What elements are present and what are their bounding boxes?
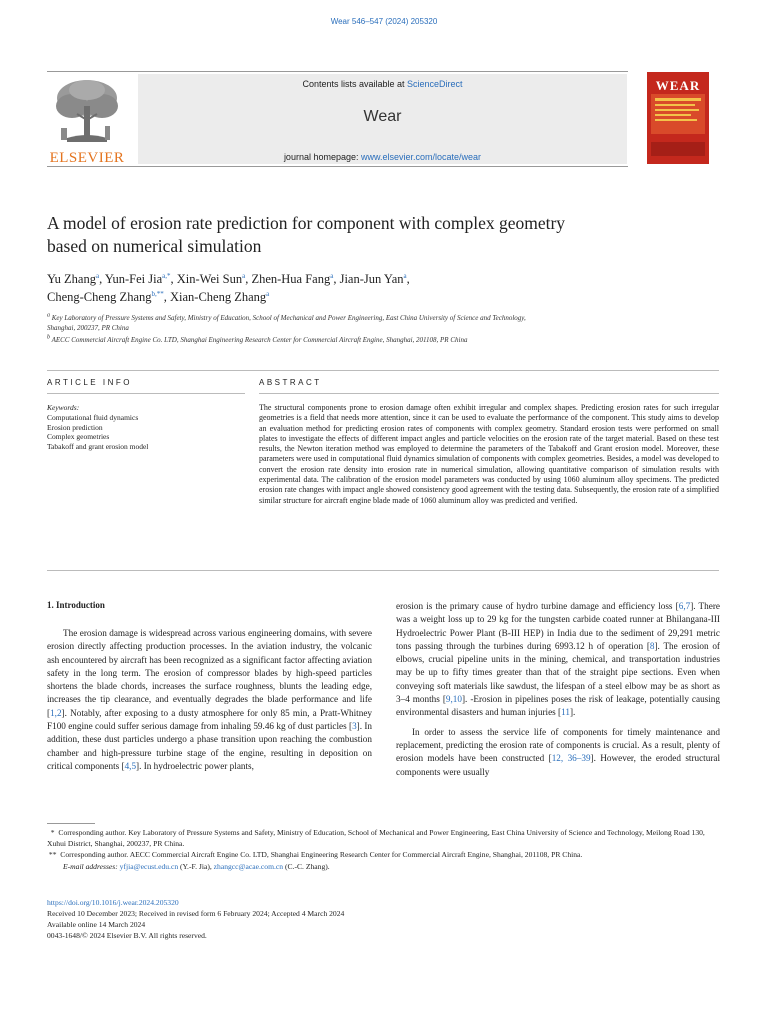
paragraph-text: ]. There was a weight loss up to 29 kg for the tungsten carbide coated runner at Bhilangana-III Hydroelectric Power Plant (B-III HEP) in India due to the sediment of 29,291 metric tons passing through the turbines during 6993.12 h of operation [ [396, 601, 720, 651]
citation-link[interactable]: 6,7 [678, 601, 691, 611]
footnote-corresponding-1 [47, 827, 719, 849]
paragraph [47, 627, 372, 773]
paragraph-text: ]. In addition, these dust particles undergo a phase transition upon reaching the combustion chamber and high-pressure turbine stage of the engine, resulting in deposition on critical components [ [47, 721, 373, 771]
journal-cover-image[interactable] [647, 72, 709, 164]
copyright: 0043-1648/© 2024 Elsevier B.V. All rights reserved. [47, 931, 207, 940]
paragraph-text: ]. -Erosion in pipelines poses the risk of leakage, potentially causing environmental disasters and human injuries [ [396, 694, 720, 718]
contents-line [138, 79, 627, 89]
available-online: Available online 14 March 2024 [47, 920, 146, 929]
author-affiliation-marker[interactable]: a,* [162, 271, 171, 280]
paragraph [396, 600, 720, 720]
sciencedirect-link[interactable]: ScienceDirect [407, 79, 463, 89]
section-heading-introduction: 1. Introduction [47, 600, 105, 610]
citation-link[interactable]: 1,2 [50, 707, 62, 718]
citation-link[interactable]: 4,5 [124, 760, 137, 771]
author-name[interactable]: Xin-Wei Sun [176, 272, 243, 286]
citation-link[interactable]: 9,10 [445, 694, 462, 705]
keywords-heading: Keywords: [47, 403, 80, 412]
keyword-item: Tabakoff and grant erosion model [47, 442, 149, 452]
paragraph-text: erosion is the primary cause of hydro turbine damage and efficiency loss [ [396, 601, 679, 611]
author-name[interactable]: Jian-Jun Yan [339, 272, 404, 286]
footnote-marker: ** [48, 850, 57, 860]
author-affiliation-marker[interactable]: a [330, 271, 334, 280]
journal-reference [0, 17, 768, 26]
paragraph [396, 726, 720, 779]
keyword-item: Computational fluid dynamics [47, 412, 139, 422]
received-dates: Received 10 December 2023; Received in revised form 6 February 2024; Accepted 4 March 2024 [47, 909, 345, 918]
affiliation-b-text: AECC Commercial Aircraft Engine Co. LTD, Shanghai Engineering Research Center for Commercial Aircraft Engine, Shanghai, 201108, PR China [51, 336, 468, 344]
homepage-line [138, 152, 627, 162]
footnote-divider [47, 823, 95, 824]
journal-name: Wear [363, 108, 402, 125]
abstract-text: The structural components prone to erosion damage often exhibit irregular and complex shapes. Predicting erosion rates for such irregular geometries is a field that needs more attention, since it can be used to evaluate the performance of the component. This study aims to develop an evaluation method for predicting erosion rates of components with complex geometry. Standard erosion tests were performed on small plates to investigate the effects of different impact angles and particle velocities on the erosion rate of the target material. Based on these test results, the Newton iteration method was employed to determine the parameters of the Tabakoff and Grant erosion model. Moreover, these parameters were used in computational fluid dynamics simulation of components with complex geometries. Besides, a model was developed to convert the erosion rate density into erosion rate in numerical simulation, allowing quantitative comparison of simulation results with experimental data. The calibration of the erosion model parameters was conducted by using 1060 aluminum alloy specimens. The predicted erosion rate changes with impact angle showed consistency good agreement with the testing data. Subsequently, the erosion rate of a simplified similar structure for aircraft engine blade made of 1060 aluminum alloy was predicted and verified. [259, 403, 719, 505]
footnote-corresponding-2 [47, 849, 719, 860]
author-affiliation-marker[interactable]: b,** [151, 289, 164, 298]
author-separator: , [99, 272, 105, 286]
paragraph-text: ]. In hydroelectric power plants, [136, 760, 254, 771]
author-affiliation-marker[interactable]: a [242, 271, 246, 280]
body-column-right [396, 600, 720, 779]
article-info-heading: ARTICLE INFO [47, 378, 132, 387]
keywords-block [47, 403, 247, 452]
paragraph-text: In order to assess the service life of components for timely maintenance and replacement, predicting the erosion rate of components is crucial. As a result, plenty of erosion models have been constructed [ [396, 726, 720, 764]
doi-link[interactable]: https://doi.org/10.1016/j.wear.2024.205320 [47, 898, 179, 907]
affiliation-a-marker: a [47, 312, 50, 319]
abstract-heading: ABSTRACT [259, 378, 322, 387]
affiliation-a [47, 313, 727, 333]
footnote-text: Corresponding author. AECC Commercial Aircraft Engine Co. LTD, Shanghai Engineering Research Center for Commercial Aircraft Engine, Shanghai, 201108, PR China. [60, 850, 583, 860]
paragraph-text: The erosion damage is widespread across various engineering domains, with severe erosion directly affecting production processes. In the aviation industry, the volcanic ash encountered by aircraft has been recognized as a significant factor affecting aviation safety in the long term. The erosion of compressor blades by high-speed particles shortens the blade chords, increases the surface roughness, blunts the leading edge, increases the tip clearance, and eventually degrades the blade performance and life [ [47, 628, 372, 718]
keyword-item: Complex geometries [47, 432, 110, 442]
divider [47, 370, 719, 371]
author-affiliation-marker[interactable]: a [266, 289, 270, 298]
divider [259, 393, 719, 394]
author-name[interactable]: Xian-Cheng Zhang [170, 290, 267, 304]
author-separator: , [333, 272, 340, 286]
header-rule-top [47, 71, 628, 72]
author-name[interactable]: Cheng-Cheng Zhang [47, 290, 152, 304]
article-metadata [47, 897, 719, 941]
author-affiliation-marker[interactable]: a [95, 271, 100, 280]
citation-link[interactable]: 11 [561, 707, 570, 718]
affiliation-a-line-2: Shanghai, 200237, PR China [47, 324, 129, 332]
journal-homepage-link[interactable]: www.elsevier.com/locate/wear [361, 152, 482, 162]
paragraph-text: ]. [569, 707, 576, 718]
affiliation-b-marker: b [47, 334, 50, 341]
contents-prefix: Contents lists available at [302, 79, 408, 89]
paragraph-text: ]. The erosion of elbows, crucial pipeline units in the mining, chemical, and transportation industries may be up to fifty times greater than that of the straight pipe sections. Even when conveying soft materials like sawdust, the lifespan of a steel elbow may be as short as 3–4 months [ [396, 640, 720, 705]
email-link[interactable]: zhangcc@acae.com.cn [213, 861, 284, 871]
citation-link[interactable]: 3 [352, 721, 357, 732]
body-column-left [47, 627, 372, 773]
homepage-prefix: journal homepage: [283, 152, 361, 162]
footnote-text: Corresponding author. Key Laboratory of Pressure Systems and Safety, Ministry of Education, School of Mechanical and Power Engineering, East China University of Science and Technology, Meilong Road 130, Xuhui District, Shanghai, 200237, PR China. [47, 828, 705, 849]
author-name[interactable]: Yun-Fei Jia [104, 272, 163, 286]
author-separator: , [170, 272, 177, 286]
email-label: E-mail addresses: [63, 861, 118, 871]
author-separator: , [406, 272, 410, 286]
paragraph-text: ]. Notably, after exposing to a dusty atmosphere for only 85 min, a Pratt-Whitney F100 engine could suffer serious damage from inhaling 59.46 kg of dust particles [ [47, 707, 372, 732]
footnote-marker: * [50, 828, 55, 837]
author-name[interactable]: Zhen-Hua Fang [251, 272, 331, 286]
header-rule-bottom [47, 166, 628, 167]
cover-title: WEAR [655, 78, 701, 93]
journal-reference-text[interactable]: Wear 546–547 (2024) 205320 [330, 17, 438, 26]
email-owner: (C.-C. Zhang). [283, 861, 330, 871]
author-separator: , [245, 272, 252, 286]
paragraph-text: ]. However, the eroded structural components were usually [396, 753, 721, 777]
author-separator: , [163, 290, 170, 304]
citation-link[interactable]: 12, 36–39 [551, 753, 591, 764]
author-affiliation-marker[interactable]: a [403, 271, 407, 280]
author-name[interactable]: Yu Zhang [47, 272, 96, 286]
elsevier-wordmark: ELSEVIER [49, 150, 125, 166]
citation-link[interactable]: 8 [649, 640, 655, 651]
affiliation-a-line-1: Key Laboratory of Pressure Systems and Safety, Ministry of Education, School of Mechanical and Power Engineering, East China University of Science and Technology, [51, 314, 526, 322]
author-list [47, 270, 687, 306]
affiliation-b [47, 335, 727, 345]
article-title [47, 212, 667, 258]
title-line-1: A model of erosion rate prediction for component with complex geometry [47, 213, 566, 233]
divider [47, 393, 245, 394]
keyword-item: Erosion prediction [47, 422, 103, 432]
email-owner: (Y.-F. Jia), [178, 861, 214, 871]
divider [47, 570, 719, 571]
title-line-2: based on numerical simulation [47, 236, 262, 256]
email-link[interactable]: yfjia@ecust.edu.cn [119, 861, 179, 871]
email-addresses [47, 861, 719, 872]
footnotes [47, 827, 719, 872]
